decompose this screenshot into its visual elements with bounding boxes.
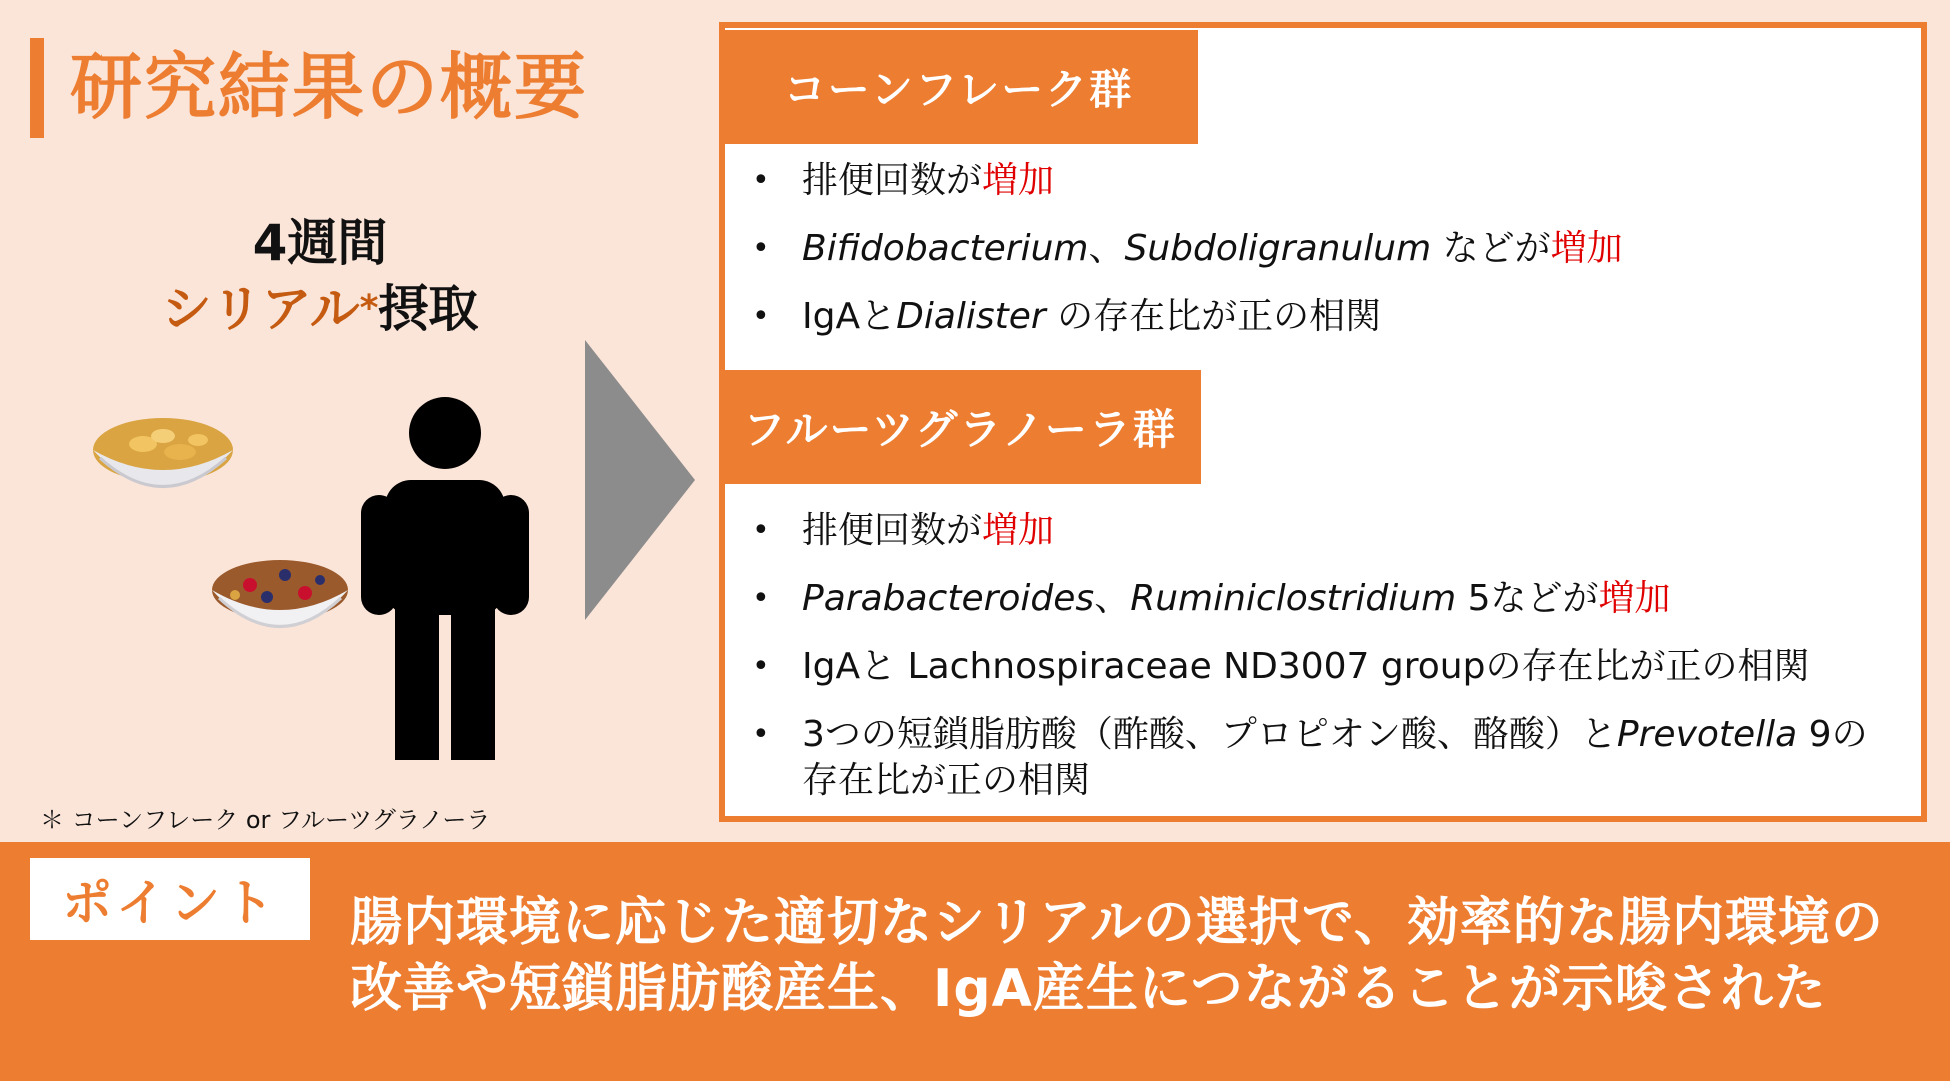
granola-results-list: [740, 508, 1892, 826]
intake-asterisk: *: [359, 288, 379, 329]
intake-duration: 4週間: [252, 214, 388, 272]
list-item: • 3つの短鎖脂肪酸（酢酸、プロピオン酸、酪酸）とPrevotella 9の存在比が正の相関: [740, 712, 1892, 804]
point-text: 腸内環境に応じた適切なシリアルの選択で、効率的な腸内環境の改善や短鎖脂肪酸産生、IgA産生につながることが示唆された: [350, 893, 1884, 1019]
list-item: • Parabacteroides、Ruminiclostridium 5などが増加: [740, 576, 1892, 622]
person-icon: [355, 395, 535, 765]
cornflake-group-header: コーンフレーク群: [719, 30, 1198, 144]
granola-bowl-icon: [205, 545, 355, 665]
granola-group-header: フルーツグラノーラ群: [719, 370, 1201, 484]
cornflake-bowl-icon: [88, 400, 238, 520]
intake-verb: 摂取: [378, 280, 479, 338]
intake-cereal-word: シリアル: [161, 280, 360, 338]
page-title: 研究結果の概要: [70, 45, 589, 129]
arrow-right-icon: [585, 340, 695, 620]
list-item: • IgAとDialister の存在比が正の相関: [740, 294, 1623, 340]
title-accent-bar: [30, 38, 44, 138]
point-label: ポイント: [30, 858, 310, 940]
cornflake-results-list: [740, 158, 1623, 362]
list-item: • 排便回数が増加: [740, 508, 1892, 554]
list-item: • 排便回数が増加: [740, 158, 1623, 204]
list-item: • IgAと Lachnospiraceae ND3007 groupの存在比が正の相関: [740, 644, 1892, 690]
intake-cereal: [120, 276, 520, 342]
list-item: • Bifidobacterium、Subdoligranulum などが増加: [740, 226, 1623, 272]
footnote: ＊ コーンフレーク or フルーツグラノーラ: [40, 806, 491, 834]
intake-label: [120, 210, 520, 342]
